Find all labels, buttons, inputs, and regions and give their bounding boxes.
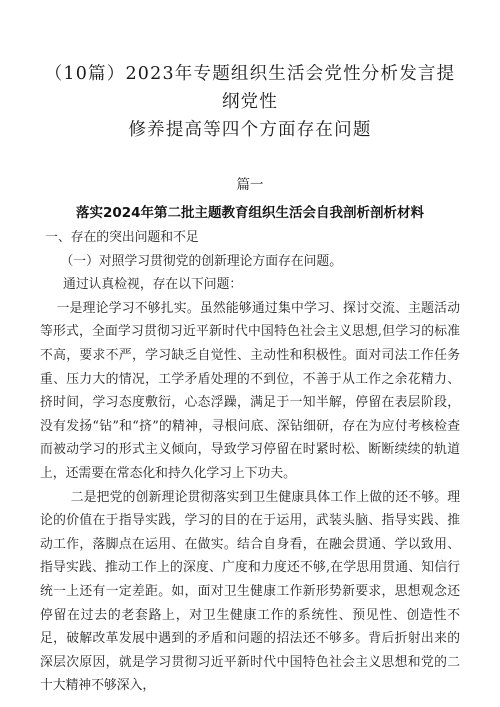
document-title-line-1: （10篇）2023年专题组织生活会党性分析发言提纲党性 xyxy=(44,64,456,112)
document-title xyxy=(40,60,460,144)
heading-level-1: 一、存在的突出问题和不足 xyxy=(45,230,199,245)
paragraph-theory-practice: 二是把党的创新理论贯彻落实到卫生健康具体工作上做的还不够。理论的价值在于指导实践，学习的目的在于运用，武装头脑、指导实践、推动工作，落脚点在运用、在做实。结合自身看，在融会贯通、学以致用、指导实践、推动工作上的深度、广度和力度还不够,在学思用贯通、知信行统一上还有一定差距。如，面对卫生健康工作新形势新要求，思想观念还停留在过去的老套路上，对卫生健康工作的系统性、预见性、创造性不足，破解改革发展中遇到的矛盾和问题的招法还不够多。背后折射出来的深层次原因，就是学习贯彻习近平新时代中国特色社会主义思想和党的二十大精神不够深入， xyxy=(40,489,460,694)
section-label: 篇一 xyxy=(236,177,264,193)
document-body xyxy=(40,226,460,698)
intro-paragraph: 通过认真检视，存在以下问题： xyxy=(63,277,243,293)
document-title-line-2: 修养提高等四个方面存在问题 xyxy=(128,120,372,140)
heading-level-2: （一）对照学习贯彻党的创新理论方面存在问题。 xyxy=(60,253,342,269)
paragraph-theory-study: 一是理论学习不够扎实。虽然能够通过集中学习、探讨交流、主题活动等形式，全面学习贯彻习近平新时代中国特色社会主义思想,但学习的标准不高，要求不严，学习缺乏自觉性、主动性和积极性。面对司法工作任务重、压力大的情况，工学矛盾处理的不到位，不善于从工作之余花精力、挤时间，学习态度敷衍，心态浮躁，满足于一知半解，停留在表层阶段，没有发扬“钻”和“挤”的精神，寻根问底、深钻细研，存在为应付考核检查而被动学习的形式主义倾向，导致学习停留在时紧时松、断断续续的轨道上，还需要在常态化和持久化学习上下功夫。 xyxy=(40,300,460,481)
document-subtitle: 落实2024年第二批主题教育组织生活会自我剖析剖析材料 xyxy=(75,205,425,221)
